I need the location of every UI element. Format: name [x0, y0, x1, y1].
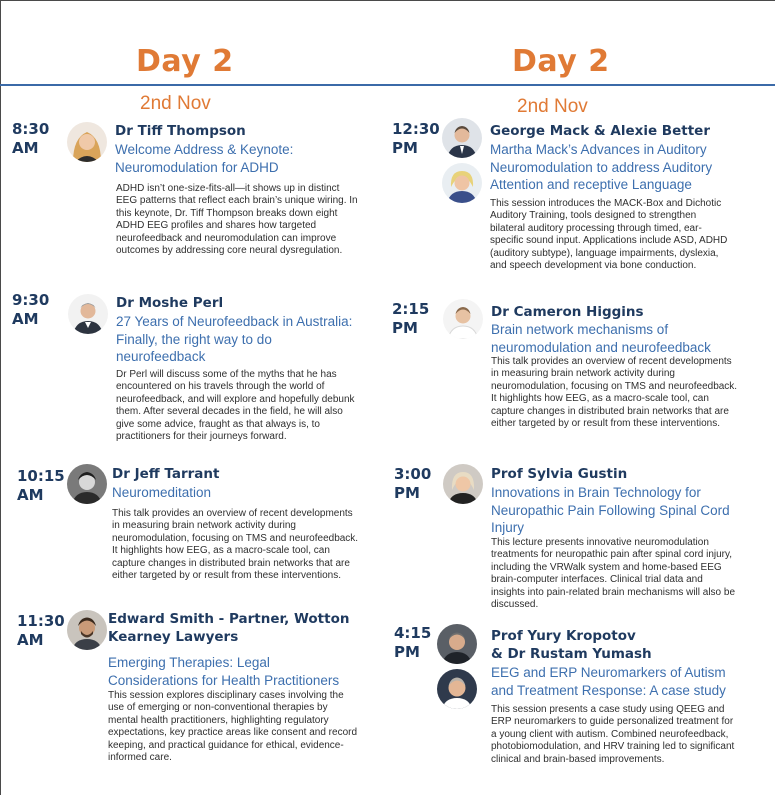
talk-description: ADHD isn’t one-size-fits-all—it shows up in distinct EEG patterns that reflect each brain’s unique wiring. In this keynote, Dr. Tiff Thompson breaks down eight ADHD EEG profiles and shares how targeted neurofeedback and neuromodulation can improve outcomes by addressing core neural dysregulation. — [116, 183, 358, 257]
headshot-icon — [67, 610, 107, 650]
session-time: 12:30 PM — [392, 120, 440, 157]
speaker-name: Edward Smith - Partner, Wotton Kearney Lawyers — [108, 611, 350, 645]
header-divider — [0, 84, 775, 86]
session-time: 2:15 PM — [392, 300, 430, 337]
talk-title: 27 Years of Neurofeedback in Australia: Finally, the right way to do neurofeedback — [116, 314, 353, 364]
speaker-name: Prof Sylvia Gustin — [491, 466, 628, 482]
session-time: 3:00 PM — [394, 465, 432, 502]
talk-title: Emerging Therapies: Legal Considerations for Health Practitioners — [108, 655, 340, 688]
headshot-icon — [67, 464, 107, 504]
headshot-icon — [442, 163, 482, 203]
talk-description: This lecture presents innovative neuromodulation treatments for neuropathic pain after spinal cord injury, including the VRWalk system and home-based EEG brain-computer interfaces. Clinical trial data and insights into pain-related brain mechanisms will also be discussed. — [491, 537, 736, 611]
session-time: 8:30 AM — [12, 120, 50, 157]
left-date: 2nd Nov — [140, 93, 211, 114]
headshot-icon — [437, 669, 477, 709]
speaker-name: Dr Moshe Perl — [116, 295, 224, 311]
speaker-name: Dr Cameron Higgins — [491, 304, 644, 320]
session-time: 9:30 AM — [12, 291, 50, 328]
right-day-heading: Day 2 — [512, 44, 610, 79]
headshot-icon — [437, 624, 477, 664]
talk-title: Martha Mack’s Advances in Auditory Neuromodulation to address Auditory Attention and receptive Language — [490, 142, 713, 192]
headshot-icon — [68, 294, 108, 334]
headshot-icon — [443, 299, 483, 339]
speaker-name: Dr Tiff Thompson — [115, 123, 246, 139]
session-time: 11:30 AM — [17, 612, 65, 649]
talk-description: This session presents a case study using QEEG and ERP neuromarkers to guide personalized treatment for a young client with autism. Combined neurofeedback, photobiomodulation, and HRV training led to significant clinical and brain-based improvements. — [491, 704, 735, 765]
talk-description: This talk provides an overview of recent developments in measuring brain network activity during neuromodulation, focusing on TMS and neurofeedback. It highlights how EEG, as a macro-scale tool, can capture changes in distributed brain networks that are either targeted by or result from these interventions. — [491, 356, 738, 430]
headshot-icon — [442, 118, 482, 158]
talk-title: Innovations in Brain Technology for Neuropathic Pain Following Spinal Cord Injury — [491, 485, 730, 535]
talk-title: Brain network mechanisms of neuromodulation and neurofeedback — [491, 322, 711, 355]
talk-description: This talk provides an overview of recent developments in measuring brain network activity during neuromodulation, focusing on TMS and neurofeedback. It highlights how EEG, as a macro-scale tool, can capture changes in distributed brain networks that are either targeted by or result from these interventions. — [112, 508, 359, 582]
session-time: 10:15 AM — [17, 467, 65, 504]
speaker-name: Dr Jeff Tarrant — [112, 466, 220, 482]
talk-description: Dr Perl will discuss some of the myths that he has encountered on his travels through the world of neurofeedback, and will explore and hopefully debunk them. After several decades in the field, he will also give some advice, fraught as that always is, to practitioners for their journeys forward. — [116, 369, 355, 443]
speaker-name: George Mack & Alexie Better — [490, 123, 710, 139]
talk-title: EEG and ERP Neuromarkers of Autism and Treatment Response: A case study — [491, 665, 726, 698]
headshot-icon — [443, 464, 483, 504]
talk-title: Welcome Address & Keynote: Neuromodulation for ADHD — [115, 142, 294, 175]
right-date: 2nd Nov — [517, 96, 588, 117]
talk-title: Neuromeditation — [112, 485, 212, 500]
left-day-heading: Day 2 — [136, 44, 234, 79]
speaker-name: Prof Yury Kropotov & Dr Rustam Yumash — [491, 628, 652, 662]
talk-description: This session explores disciplinary cases involving the use of emerging or non-conventional therapies by mental health practitioners, highlighting regulatory expectations, key practice areas like consent and record keeping, and practical guidance for ethical, evidence-informed care. — [108, 690, 358, 764]
talk-description: This session introduces the MACK-Box and Dichotic Auditory Training, tools designed to strengthen bilateral auditory processing through timed, ear-specific sound input. Applications include ASD, ADHD (auditory subtype), language impairments, dyslexia, and speech development via bone conduction. — [490, 198, 728, 272]
headshot-icon — [67, 122, 107, 162]
session-time: 4:15 PM — [394, 624, 432, 661]
